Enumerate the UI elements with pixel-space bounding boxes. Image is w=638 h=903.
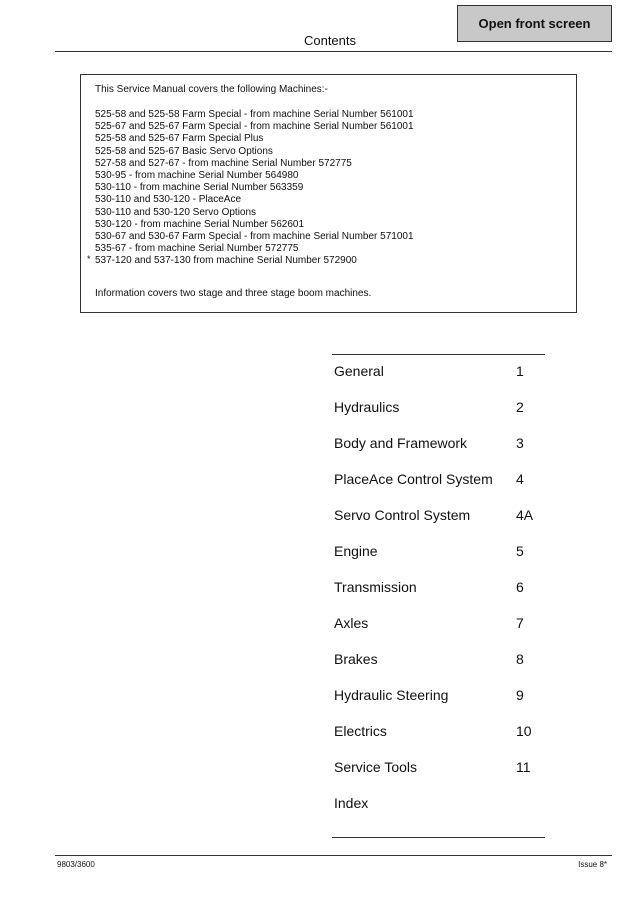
toc-bottom-divider <box>332 837 545 838</box>
machine-item-text: 537-120 and 537-130 from machine Serial Number 572900 <box>95 255 357 267</box>
machine-item <box>95 207 414 219</box>
toc-item-title: Engine <box>334 543 378 559</box>
machine-item <box>87 254 414 267</box>
toc-item-index[interactable] <box>334 784 544 820</box>
toc-item-number: 11 <box>516 759 531 775</box>
toc-item-title: General <box>334 363 384 379</box>
toc-item-brakes[interactable] <box>334 640 544 676</box>
machine-list <box>87 109 414 268</box>
toc-item-title: Hydraulic Steering <box>334 687 449 703</box>
machine-item <box>95 194 414 206</box>
toc-item-hydraulic-steering[interactable] <box>334 676 544 712</box>
toc-item-title: Electrics <box>334 723 387 739</box>
toc-item-electrics[interactable] <box>334 712 544 748</box>
machine-item-text: 525-58 and 525-67 Basic Servo Options <box>95 145 273 157</box>
toc-item-number: 2 <box>516 399 524 415</box>
toc-item-title: Servo Control System <box>334 507 471 523</box>
toc-item-body-and-framework[interactable] <box>334 424 544 460</box>
machine-item-text: 530-110 and 530-120 - PlaceAce <box>95 194 242 206</box>
toc-item-number: 8 <box>516 651 524 667</box>
issue-label: Issue 8* <box>578 860 607 869</box>
machine-item-text: 525-58 and 525-67 Farm Special Plus <box>95 133 264 145</box>
machine-item-text: 535-67 - from machine Serial Number 572775 <box>95 243 299 255</box>
toc-item-hydraulics[interactable] <box>334 388 544 424</box>
info-intro: This Service Manual covers the following Machines:- <box>95 84 328 95</box>
toc-item-service-tools[interactable] <box>334 748 544 784</box>
toc-item-engine[interactable] <box>334 532 544 568</box>
machine-item <box>95 109 414 121</box>
machine-item <box>95 231 414 243</box>
toc-item-number: 5 <box>516 543 524 559</box>
footer-divider <box>55 855 612 856</box>
machine-item-text: 530-120 - from machine Serial Number 562601 <box>95 218 304 230</box>
toc-item-title: Transmission <box>334 579 417 595</box>
toc-item-axles[interactable] <box>334 604 544 640</box>
toc-item-number: 10 <box>516 723 532 739</box>
machine-item <box>95 243 414 255</box>
open-front-screen-button[interactable]: Open front screen <box>457 5 612 42</box>
toc-item-transmission[interactable] <box>334 568 544 604</box>
toc-item-title: PlaceAce Control System <box>334 471 493 487</box>
machines-info-box <box>80 74 577 313</box>
page-title: Contents <box>303 33 357 48</box>
machine-item <box>95 170 414 182</box>
header-divider <box>55 51 612 52</box>
toc-item-number: 4 <box>516 471 524 487</box>
toc-item-number: 4A <box>516 507 534 523</box>
revision-mark: * <box>87 254 91 265</box>
machine-item <box>95 158 414 170</box>
machine-item <box>95 146 414 158</box>
machine-item <box>95 121 414 133</box>
table-of-contents <box>334 352 544 820</box>
toc-item-number: 1 <box>516 363 524 379</box>
toc-item-number: 7 <box>516 615 524 631</box>
toc-item-title: Hydraulics <box>334 399 400 415</box>
document-number: 9803/3600 <box>57 860 95 869</box>
machine-item-text: 525-58 and 525-58 Farm Special - from machine Serial Number 561001 <box>95 109 414 120</box>
machine-item-text: 530-67 and 530-67 Farm Special - from machine Serial Number 571001 <box>95 231 414 243</box>
machine-item <box>95 182 414 194</box>
toc-item-general[interactable] <box>334 352 544 388</box>
toc-item-number: 6 <box>516 579 524 595</box>
toc-item-placeace-control-system[interactable] <box>334 460 544 496</box>
machine-item-text: 530-110 and 530-120 Servo Options <box>95 206 257 218</box>
toc-item-title: Service Tools <box>334 759 418 775</box>
toc-item-number: 9 <box>516 687 524 703</box>
toc-item-title: Axles <box>334 615 369 631</box>
toc-item-title: Brakes <box>334 651 378 667</box>
machine-item-text: 525-67 and 525-67 Farm Special - from machine Serial Number 561001 <box>95 121 414 133</box>
machine-item-text: 530-110 - from machine Serial Number 563359 <box>95 182 304 194</box>
info-note: Information covers two stage and three stage boom machines. <box>95 288 372 299</box>
toc-item-servo-control-system[interactable] <box>334 496 544 532</box>
machine-item <box>95 219 414 231</box>
toc-item-number: 3 <box>516 435 524 451</box>
machine-item-text: 530-95 - from machine Serial Number 564980 <box>95 170 299 182</box>
toc-item-title: Index <box>334 795 369 811</box>
machine-item-text: 527-58 and 527-67 - from machine Serial Number 572775 <box>95 157 352 169</box>
machine-item <box>95 133 414 145</box>
toc-item-title: Body and Framework <box>334 435 468 451</box>
